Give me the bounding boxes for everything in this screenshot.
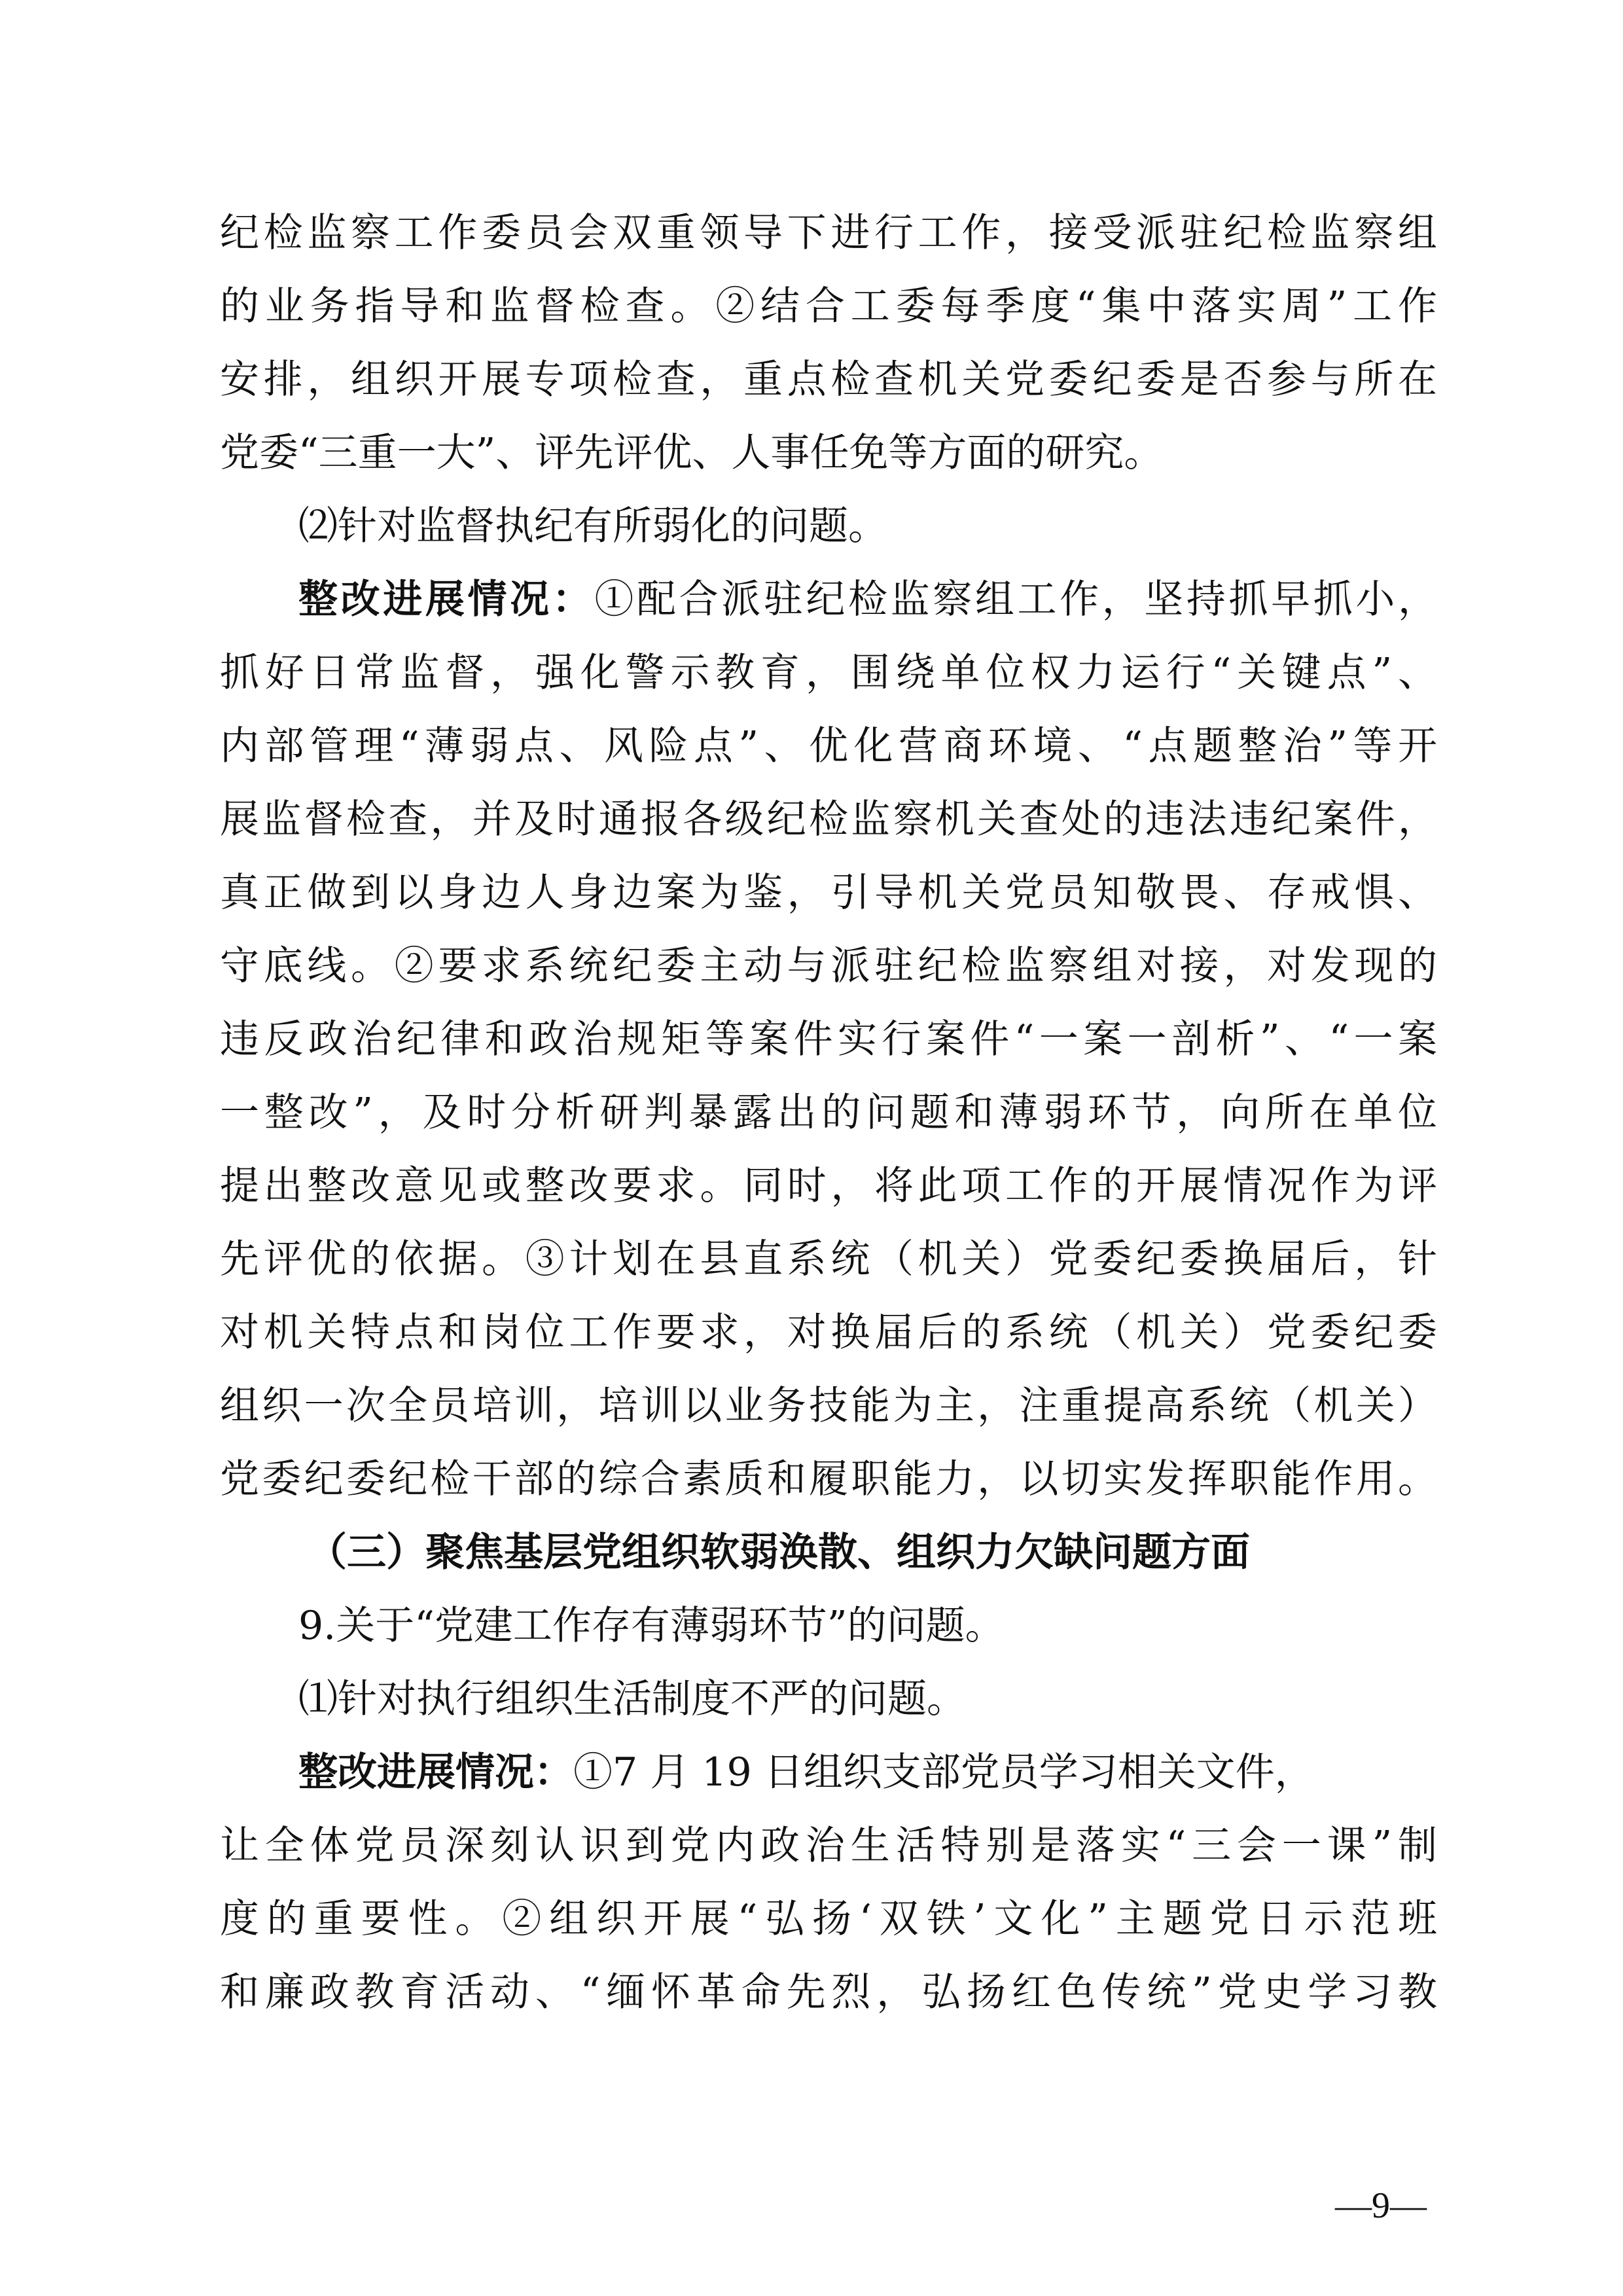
body-line: 抓好日常监督，强化警示教育，围绕单位权力运行“关键点”、	[220, 650, 1437, 696]
page-number: —9—	[1335, 2185, 1427, 2226]
body-line: 和廉政教育活动、“缅怀革命先烈，弘扬红色传统”党史学习教	[220, 1969, 1437, 2015]
body-line: 党委纪委纪检干部的综合素质和履职能力，以切实发挥职能作用。	[220, 1456, 1437, 1502]
progress-text: ①配合派驻纪检监察组工作，坚持抓早抓小，	[594, 577, 1438, 622]
body-line: 违反政治纪律和政治规矩等案件实行案件“一案一剖析”、“一案	[220, 1016, 1437, 1062]
subsection-heading: ⑴针对执行组织生活制度不严的问题。	[298, 1676, 966, 1722]
body-line: 提出整改意见或整改要求。同时，将此项工作的开展情况作为评	[220, 1163, 1437, 1209]
progress-text: ①7 月 19 日组织支部党员学习相关文件，	[573, 1749, 1314, 1795]
body-line: 一整改”，及时分析研判暴露出的问题和薄弱环节，向所在单位	[220, 1090, 1437, 1136]
progress-line	[298, 563, 1437, 636]
body-line: 展监督检查，并及时通报各级纪检监察机关查处的违法违纪案件，	[220, 797, 1437, 842]
progress-label: 整改进展情况：	[298, 1749, 573, 1795]
body-line: 的业务指导和监督检查。②结合工委每季度“集中落实周”工作	[220, 283, 1437, 329]
progress-line	[298, 1736, 1437, 1809]
body-line: 度的重要性。②组织开展“弘扬‘双铁’文化”主题党日示范班	[220, 1896, 1437, 1942]
body-line: 守底线。②要求系统纪委主动与派驻纪检监察组对接，对发现的	[220, 943, 1437, 989]
item-heading: 9.关于“党建工作存有薄弱环节”的问题。	[298, 1603, 1005, 1649]
body-line: 纪检监察工作委员会双重领导下进行工作，接受派驻纪检监察组	[220, 210, 1437, 256]
body-line: 安排，组织开展专项检查，重点检查机关党委纪委是否参与所在	[220, 357, 1437, 403]
body-line: 让全体党员深刻认识到党内政治生活特别是落实“三会一课”制	[220, 1823, 1437, 1869]
body-line: 对机关特点和岗位工作要求，对换届后的系统（机关）党委纪委	[220, 1310, 1437, 1355]
body-line: 先评优的依据。③计划在县直系统（机关）党委纪委换届后，针	[220, 1236, 1437, 1282]
progress-label: 整改进展情况：	[298, 577, 595, 622]
section-heading: （三）聚焦基层党组织软弱涣散、组织力欠缺问题方面	[308, 1530, 1250, 1575]
body-line: 内部管理“薄弱点、风险点”、优化营商环境、“点题整治”等开	[220, 723, 1437, 769]
body-line: 真正做到以身边人身边案为鉴，引导机关党员知敬畏、存戒惧、	[220, 870, 1437, 916]
subsection-heading: ⑵针对监督执纪有所弱化的问题。	[298, 503, 887, 549]
body-line: 党委“三重一大”、评先评优、人事任免等方面的研究。	[220, 430, 1164, 476]
body-line: 组织一次全员培训，培训以业务技能为主，注重提高系统（机关）	[220, 1383, 1437, 1429]
